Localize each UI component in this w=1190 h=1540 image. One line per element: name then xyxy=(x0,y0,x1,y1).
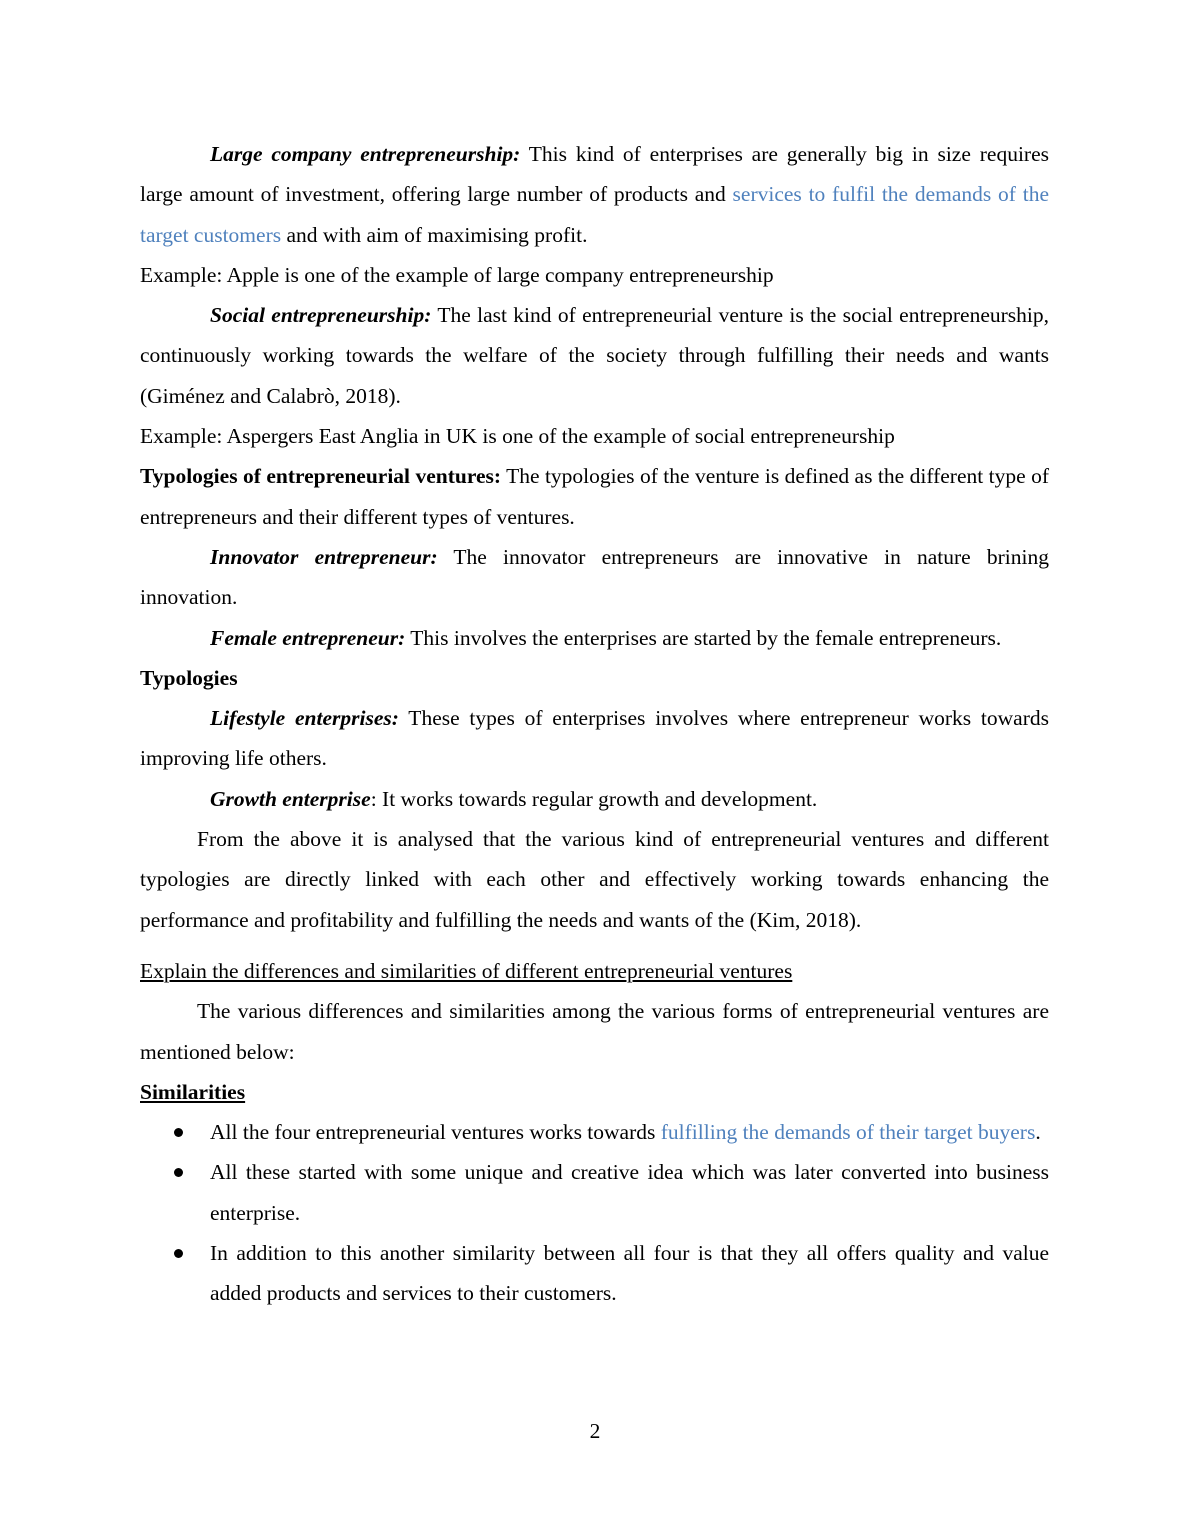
paragraph-text: These types of enterprises involves where entrepreneur works towards improving life others. xyxy=(140,706,1049,771)
term-lifestyle: Lifestyle enterprises: xyxy=(210,706,399,731)
section-heading: Explain the differences and similarities of different entrepreneurial ventures xyxy=(140,958,793,983)
paragraph-text: and with aim of maximising profit. xyxy=(281,222,588,247)
list-item-text: . xyxy=(1035,1120,1041,1145)
paragraph-innovator xyxy=(140,537,1049,618)
paragraph-text: The last kind of entrepreneurial venture is the social entrepreneurship, continuously working towards the welfare of the society through fulfilling their needs and wants (Giménez and Calabrò, 2018). xyxy=(140,303,1050,408)
heading-similarities: Similarities xyxy=(140,1079,246,1104)
paragraph-large-company xyxy=(140,134,1049,255)
list-item-text: All these started with some unique and creative idea which was later converted into business enterprise. xyxy=(210,1160,1049,1225)
paragraph-text: This kind of enterprises are generally big in size requires large amount of investment, offering large number of products and xyxy=(140,142,1049,207)
term-large-company: Large company entrepreneurship: xyxy=(210,142,521,166)
example-large-company: Example: Apple is one of the example of large company entrepreneurship xyxy=(140,262,774,287)
paragraph-text: The innovator entrepreneurs are innovative in nature brining innovation. xyxy=(140,544,1049,610)
hyperlink-services[interactable]: services to fulfil the demands of the target customers xyxy=(140,182,1050,247)
paragraph-conclusion: From the above it is analysed that the various kind of entrepreneurial ventures and different typologies are directly linked with each other and effectively working towards enhancing the performance and profitability and fulfilling the needs and wants of the (Kim, 2018). xyxy=(140,827,1049,932)
bullet-icon xyxy=(174,1249,183,1258)
hyperlink-demands[interactable]: fulfilling the demands of their target buyers xyxy=(660,1120,1036,1145)
paragraph-lifestyle xyxy=(140,698,1049,779)
term-growth: Growth enterprise xyxy=(210,786,371,811)
heading-typologies: Typologies xyxy=(140,665,238,690)
paragraph-female xyxy=(140,618,1049,658)
list-item xyxy=(140,1233,1049,1314)
paragraph-growth xyxy=(140,779,1049,819)
paragraph-typologies-ventures xyxy=(140,456,1049,537)
paragraph-social xyxy=(140,295,1049,416)
document-body xyxy=(140,134,1049,1314)
paragraph-text: The typologies of the venture is defined as the different type of entrepreneurs and their different types of ventures. xyxy=(140,464,1049,529)
similarities-list xyxy=(140,1112,1049,1313)
section-intro: The various differences and similarities among the various forms of entrepreneurial ventures are mentioned below: xyxy=(140,999,1049,1064)
bullet-icon xyxy=(174,1168,183,1177)
list-item xyxy=(140,1152,1049,1233)
term-typologies-ventures: Typologies of entrepreneurial ventures: xyxy=(140,464,502,489)
term-innovator: Innovator entrepreneur: xyxy=(210,544,438,569)
list-item-text: In addition to this another similarity between all four is that they all offers quality and value added products and services to their customers. xyxy=(210,1241,1049,1306)
page-number: 2 xyxy=(589,1419,601,1443)
bullet-icon xyxy=(174,1128,183,1137)
term-social: Social entrepreneurship: xyxy=(210,303,432,328)
paragraph-text: : It works towards regular growth and development. xyxy=(370,786,818,811)
list-item xyxy=(140,1112,1049,1152)
example-social: Example: Aspergers East Anglia in UK is one of the example of social entrepreneurship xyxy=(140,424,895,449)
list-item-text: All the four entrepreneurial ventures works towards xyxy=(210,1120,661,1145)
term-female: Female entrepreneur: xyxy=(210,625,406,650)
paragraph-text: This involves the enterprises are started by the female entrepreneurs. xyxy=(405,625,1002,650)
